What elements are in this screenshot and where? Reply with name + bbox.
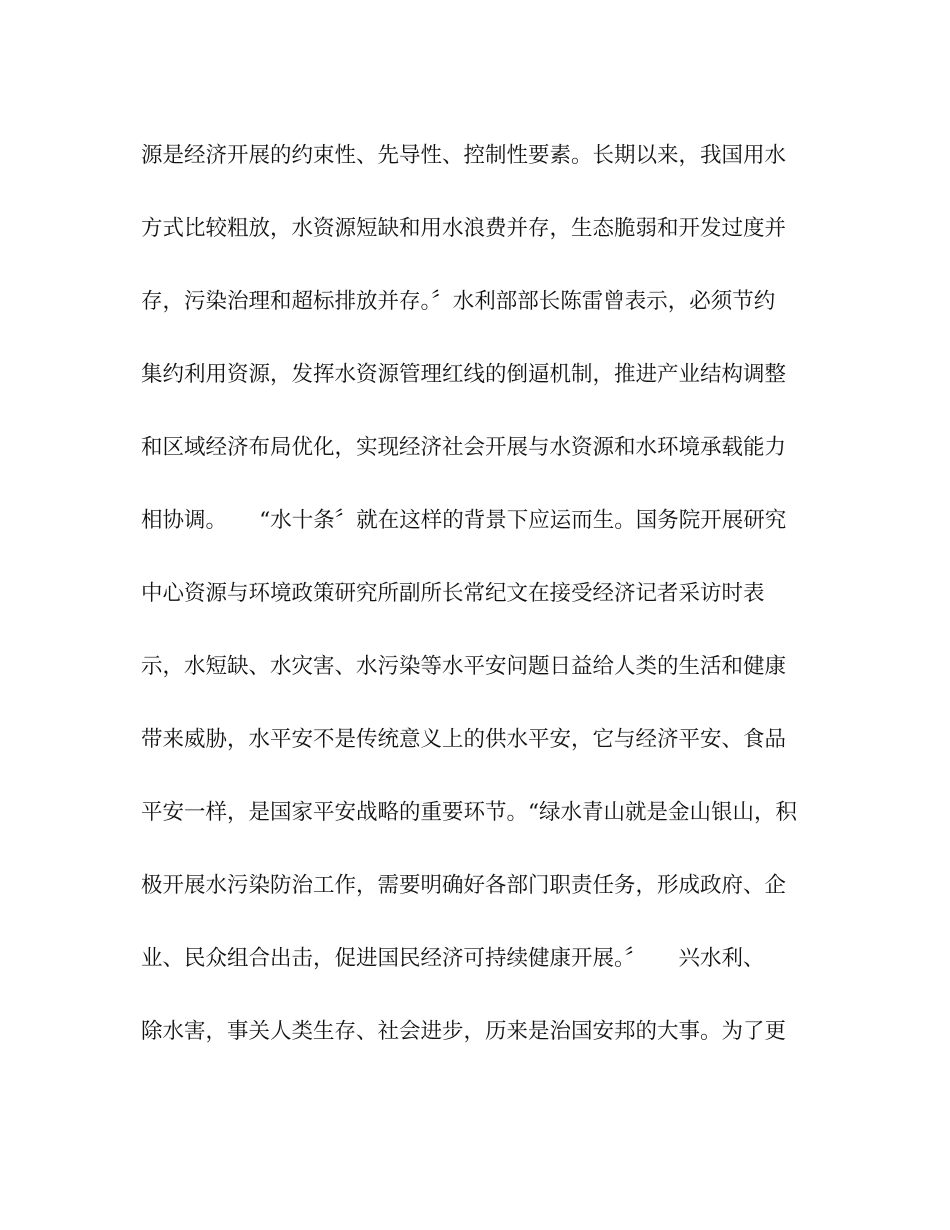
text-line-11: 极开展水污染防治工作，需要明确好各部门职责任务，形成政府、企 xyxy=(141,873,787,898)
text-line-4: 集约利用资源，发挥水资源管理红线的倒逼机制，推进产业结构调整 xyxy=(141,362,787,387)
text-line-8: 示，水短缺、水灾害、水污染等水平安问题日益给人类的生活和健康 xyxy=(141,654,787,679)
text-line-3: 存，污染治理和超标排放并存。〞水利部部长陈雷曾表示，必须节约 xyxy=(141,289,776,314)
text-line-5: 和区域经济布局优化，实现经济社会开展与水资源和水环境承载能力 xyxy=(141,435,787,460)
body-text xyxy=(141,136,821,1085)
text-line-2: 方式比较粗放，水资源短缺和用水浪费并存，生态脆弱和开发过度并 xyxy=(141,216,787,241)
text-line-9: 带来威胁，水平安不是传统意义上的供水平安，它与经济平安、食品 xyxy=(141,727,787,752)
text-line-12: 业、民众组合出击，促进国民经济可持续健康开展。〞 兴水利、 xyxy=(141,946,765,971)
text-line-10: 平安一样，是国家平安战略的重要环节。“绿水青山就是金山银山，积 xyxy=(141,800,797,825)
text-line-13: 除水害，事关人类生存、社会进步，历来是治国安邦的大事。为了更 xyxy=(141,1019,787,1044)
text-line-7: 中心资源与环境政策研究所副所长常纪文在接受经济记者采访时表 xyxy=(141,581,765,606)
text-line-6: 相协调。 “水十条〞就在这样的背景下应运而生。国务院开展研究 xyxy=(141,508,787,533)
text-line-1: 源是经济开展的约束性、先导性、控制性要素。长期以来，我国用水 xyxy=(141,143,787,168)
